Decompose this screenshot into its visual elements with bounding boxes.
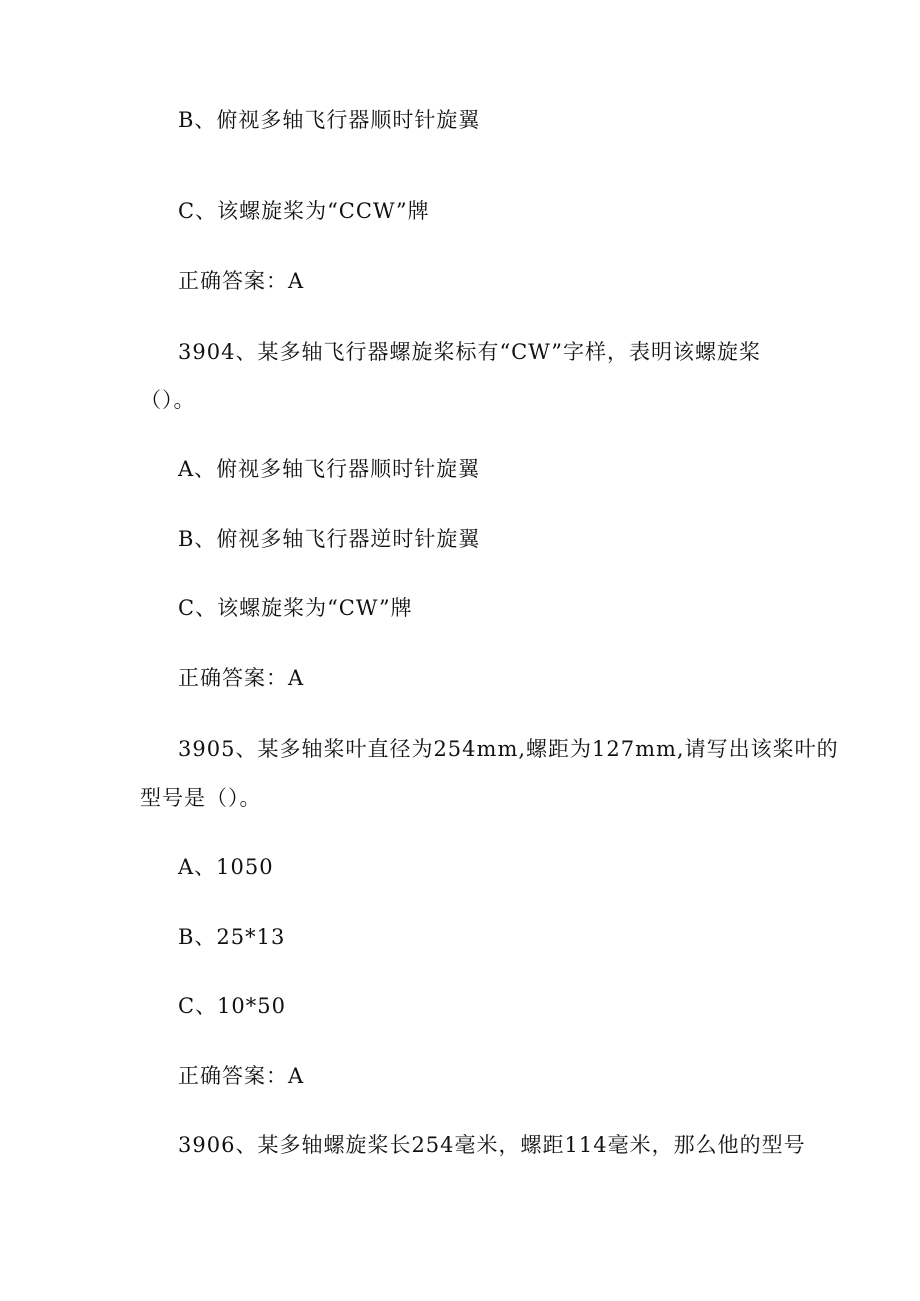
correct-answer: 正确答案：A bbox=[178, 269, 305, 293]
option-a: A、俯视多轴飞行器顺时针旋翼 bbox=[178, 457, 481, 481]
option-b: B、25*13 bbox=[178, 925, 286, 949]
option-a: A、1050 bbox=[178, 855, 274, 879]
question-3904-text: 3904、某多轴飞行器螺旋桨标有“CW”字样，表明该螺旋桨 bbox=[178, 340, 761, 364]
question-3905-text-continued: 型号是（）。 bbox=[140, 786, 262, 810]
correct-answer: 正确答案：A bbox=[178, 1064, 305, 1088]
option-b: B、俯视多轴飞行器顺时针旋翼 bbox=[178, 108, 481, 132]
correct-answer: 正确答案：A bbox=[178, 666, 305, 690]
option-b: B、俯视多轴飞行器逆时针旋翼 bbox=[178, 527, 481, 551]
question-3905-text: 3905、某多轴桨叶直径为254mm,螺距为127mm,请写出该桨叶的 bbox=[178, 737, 839, 761]
question-3904-text-continued: （）。 bbox=[140, 388, 196, 412]
option-c: C、该螺旋桨为“CW”牌 bbox=[178, 596, 413, 620]
option-c: C、该螺旋桨为“CCW”牌 bbox=[178, 199, 430, 223]
option-c: C、10*50 bbox=[178, 994, 287, 1018]
question-3906-text: 3906、某多轴螺旋桨长254毫米，螺距114毫米，那么他的型号 bbox=[178, 1133, 806, 1157]
